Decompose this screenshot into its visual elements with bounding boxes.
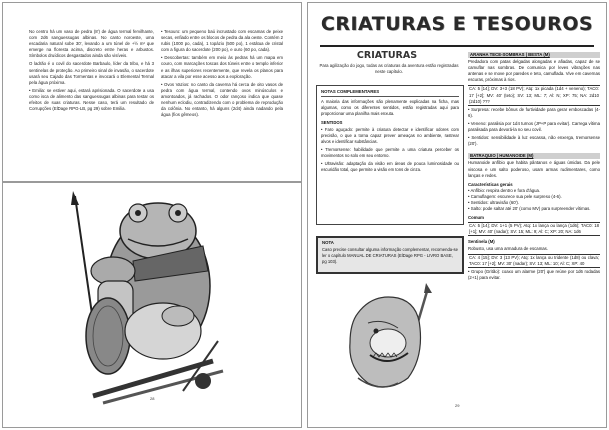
general-traits-heading: Características gerais xyxy=(468,181,513,187)
right-page xyxy=(307,2,607,428)
paragraph: • Descobertas: também em meio às pedras há um mapa em couro, com marcações toscas dos túneis entre o templo inferior e as ilhas superiores recentemente, que revela os planos para atacar a vila por esse acesso aos a exploração. xyxy=(161,55,283,79)
page-number: 28 xyxy=(150,396,155,401)
frog-warriors-illustration xyxy=(63,191,233,411)
creature-ability: • Veneno: paralisia por 1d4 turnos (JP+P para evitar). Carrega vítima paralisada para devorá-la no seu covil. xyxy=(468,120,600,133)
notes-heading: NOTAS COMPLEMENTARES xyxy=(321,89,459,97)
sense-item: • Ultravisão: adaptação da visão em áreas de pouca luminosidade ou escuridão total, que permite a visão em tons de cinza. xyxy=(321,161,459,172)
variant-stat-block: CA: 4 [15]; DV: 3 (13 PV); Atq: 1x lança ou tridente (1d8) ou clava; TAC0: 17 [+2]; MV: 30' (nadar); SV: 13; ML: 10; Al: C; XP: 40 xyxy=(468,254,600,268)
creature-entries xyxy=(468,52,600,283)
creature-description: Humanoide anfíbio que habita pântanos e águas úmidas. Da pele viscosa e um salto poderoso, usam armas rudimentares, como lanças e redes. xyxy=(468,160,600,178)
paragraph: O ladrão é o covil do sacerdote Barbaulo, líder da tribo, e há 3 sentinelas de proteção. Ao primeiro sinal de invasão, o sacerdote usará seu Cajado das Tormentas e invocará o Elemental Termal pela água próxima. xyxy=(29,61,154,85)
page-title: CRIATURAS E TESOUROS xyxy=(320,13,594,35)
creature-name: BATRAQUIO | HUMANOIDE (M) xyxy=(468,153,600,159)
paragraph: No centro há um vaso de pedra (8') de água termal fervilhante, com 2d6 sanguessugas albinas. No canto noroeste, uma escadaria natural sobe 30', levando a um túnel de +½ m² que emerge na floresta acima, discreto entre heras e arbustos. Símbolos druídicos desgastados ainda são visíveis. xyxy=(29,29,154,59)
trait-item: • Sentidos: ultravisão (60'). xyxy=(468,199,520,205)
notes-box xyxy=(316,85,464,225)
creature-stat-block: CA: 5 [14]; DV: 3+3 (18 PV); Atq: 1x picada (1d4 + veneno); TAC0: 17 [+2]; MV: 40' (teto); SV: 13; ML: 7; Al: N; XP: 75; NA: 2d10 (2d10) ??? xyxy=(468,85,600,105)
left-page-column-2 xyxy=(161,29,283,120)
creature-name: ARANHA TECE-SOMBRAS | BESTA (M) xyxy=(468,52,600,58)
notes-text: A maioria das informações são plenamente explicadas na ficha, mas algumas, como os diferentes sentidos, estão registradas aqui para proporcionar uma planilha mais enxuta. xyxy=(321,99,459,116)
creature-ability: • Sentidos: sensibilidade à luz escassa, não enxerga, tremorsense (20'). xyxy=(468,135,600,147)
creature-ability: • Surpresa: recebe bônus de furtividade para gerar emboscadas (4-6). xyxy=(468,106,600,118)
nota-text: Caso precise consultar alguma informação complementar, recomenda-se ler o capítulo MANUAL DE CRIATURAS (ElDage RPG - LIVRO BASE, pg 103). xyxy=(322,247,458,264)
trait-item: • Anfíbio: respira dentro e fora d'água. xyxy=(468,187,541,193)
left-page-column-1 xyxy=(29,29,154,114)
crocodile-creature-illustration xyxy=(338,283,448,403)
nota-box xyxy=(316,236,464,274)
variant-ability: • Grupo (Gritão): coaxo um alarme (20') que reúne por 1d6 rodadas (2+1) para evitar. xyxy=(468,268,600,280)
trait-item: • Camuflagem: escurece sua pele surpreso (4-6). xyxy=(468,193,562,199)
paragraph: • Emilia: se estiver aqui, estará aprisionada. O sacerdote a usa como isca de alimento das sanguessugas albinas para testar os efeitos de suas criaturas. Nesse caso, terá um resultado de Corrupções (ElDage RPG-LB, pg 29) sobre Emilia. xyxy=(29,87,154,112)
sense-item: • Faro aguçado: permite à criatura detectar e identificar odores com precisão, o que a torna capaz prever ameaças no ambiente, rastrear alvos e identificar substâncias. xyxy=(321,127,459,144)
section-title: CRIATURAS xyxy=(356,50,418,61)
page-number: 29 xyxy=(455,403,460,408)
paragraph: • Ovos Vazios: no canto da caverna há cerca de oito vasos de pedra com água termal, contendo ovos minúsculos e amontoados, já rachados. O odor rançoso indica que quase nenhum eclodiu, contradizendo com o problema de reprodução da colônia. No entanto, há alguns (2d4) ainda nadando pela água (fios gêmeos). xyxy=(161,81,283,118)
trait-item: • Salto: pode saltar até 20' (como MV) para surpreender vítimas. xyxy=(468,206,591,212)
variant-name: Sentinela (M) xyxy=(468,239,495,245)
nota-heading: NOTA xyxy=(322,240,334,245)
title-divider xyxy=(320,45,594,47)
variant-stat-block: CA: 5 [14]; DV: 1+1 (5 PV); Atq: 1x lança ou lança (1d6); TAC0: 18 [+1]; MV: 40' (nadar); SV: 15; ML: 9; Al: C; XP: 20; NA: 1d6 xyxy=(468,222,600,236)
variant-name: Comum xyxy=(468,215,484,221)
senses-heading: SENTIDOS xyxy=(321,120,343,125)
paragraph: • Tesouro: um pequeno baú incrustado com escamas de peixe secas, enfiado entre os blocos de pedra da ala oeste. Contém 2 rubis (1000 po, cada), 1 topázio (500 po), 1 estátua de cristal com a figura do sacerdote (200 po), e ouro (60 po, cada). xyxy=(161,29,283,53)
variant-description: Robusto, usa uma armadura de escamas. xyxy=(468,245,549,251)
intro-text: Para agilização do jogo, todas as criaturas da aventura estão registradas neste capítulo. xyxy=(319,63,459,75)
creature-description: Predadora com patas delgadas alongadas e afiadas, capaz de se camuflar nas sombras. De comunica por leves vibrações nas antenas e se move por paredes e teto, camuflada. Vive em cavernas escuras, próximas à rios. xyxy=(468,59,600,83)
left-page-illustration-panel xyxy=(2,182,302,428)
sense-item: • Tremorsense: habilidade que permite a uma criatura perceber os movimentos no solo em seu entorno. xyxy=(321,147,459,158)
left-page-text-panel xyxy=(2,2,302,182)
